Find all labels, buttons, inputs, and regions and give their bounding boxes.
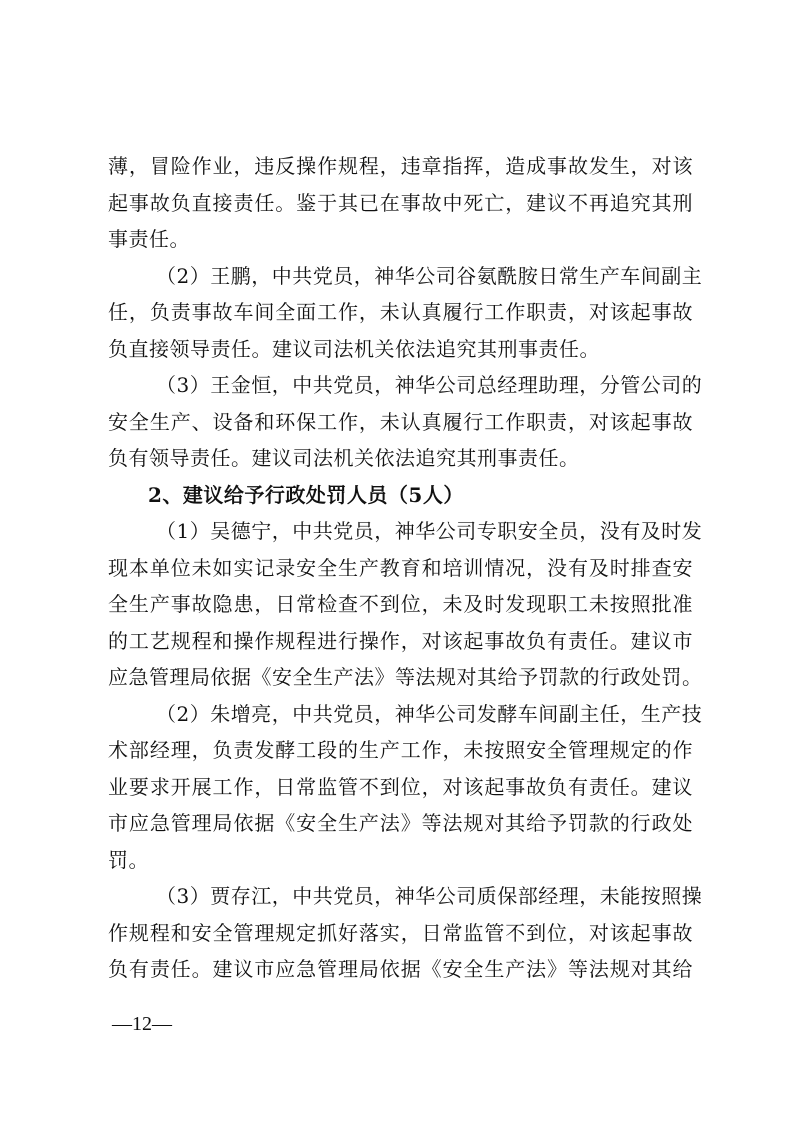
text-line: 负有责任。建议市应急管理局依据《安全生产法》等法规对其给: [108, 957, 693, 981]
text-line: 全生产事故隐患，日常检查不到位，未及时发现职工未按照批准: [108, 592, 693, 616]
text-line: （2）朱增亮，中共党员，神华公司发酵车间副主任，生产技: [156, 701, 703, 726]
text-line: 起事故负直接责任。鉴于其已在事故中死亡，建议不再追究其刑: [108, 190, 693, 215]
text-line: 负直接领导责任。建议司法机关依法追究其刑事责任。: [108, 336, 600, 361]
text-line: 应急管理局依据《安全生产法》等法规对其给予罚款的行政处罚。: [108, 665, 703, 689]
paragraph: [108, 148, 693, 258]
text-line: （2）王鹏，中共党员，神华公司谷氨酰胺日常生产车间副主: [156, 263, 703, 288]
page-number: —12—: [112, 1013, 172, 1035]
text-line: （3）贾存江，中共党员，神华公司质保部经理，未能按照操: [156, 884, 703, 908]
text-line: 安全生产、设备和环保工作，未认真履行工作职责，对该起事故: [108, 409, 693, 434]
paragraph: [108, 258, 703, 368]
text-line: 2、建议给予行政处罚人员（5人）: [148, 482, 464, 507]
text-line: 任，负责事故车间全面工作，未认真履行工作职责，对该起事故: [108, 300, 693, 324]
text-line: 负有领导责任。建议司法机关依法追究其刑事责任。: [108, 446, 580, 470]
section-heading: [108, 477, 693, 514]
paragraph: [108, 696, 703, 879]
text-line: 业要求开展工作，日常监管不到位，对该起事故负有责任。建议: [108, 774, 693, 799]
paragraph: [108, 878, 703, 988]
text-line: （3）王金恒，中共党员，神华公司总经理助理，分管公司的: [156, 373, 703, 397]
text-line: 的工艺规程和操作规程进行操作，对该起事故负有责任。建议市: [108, 628, 693, 653]
text-line: 市应急管理局依据《安全生产法》等法规对其给予罚款的行政处: [108, 811, 693, 835]
text-line: 术部经理，负责发酵工段的生产工作，未按照安全管理规定的作: [108, 738, 693, 762]
text-line: （1）吴德宁，中共党员，神华公司专职安全员，没有及时发: [156, 519, 703, 543]
text-line: 现本单位未如实记录安全生产教育和培训情况，没有及时排查安: [108, 555, 693, 580]
document-body: [108, 148, 703, 988]
paragraph: [108, 367, 703, 477]
text-line: 作规程和安全管理规定抓好落实，日常监管不到位，对该起事故: [108, 920, 693, 945]
paragraph: [108, 513, 703, 696]
text-line: 事责任。: [108, 227, 190, 251]
text-line: 罚。: [108, 847, 149, 872]
text-line: 薄，冒险作业，违反操作规程，违章指挥，造成事故发生，对该: [108, 154, 693, 178]
